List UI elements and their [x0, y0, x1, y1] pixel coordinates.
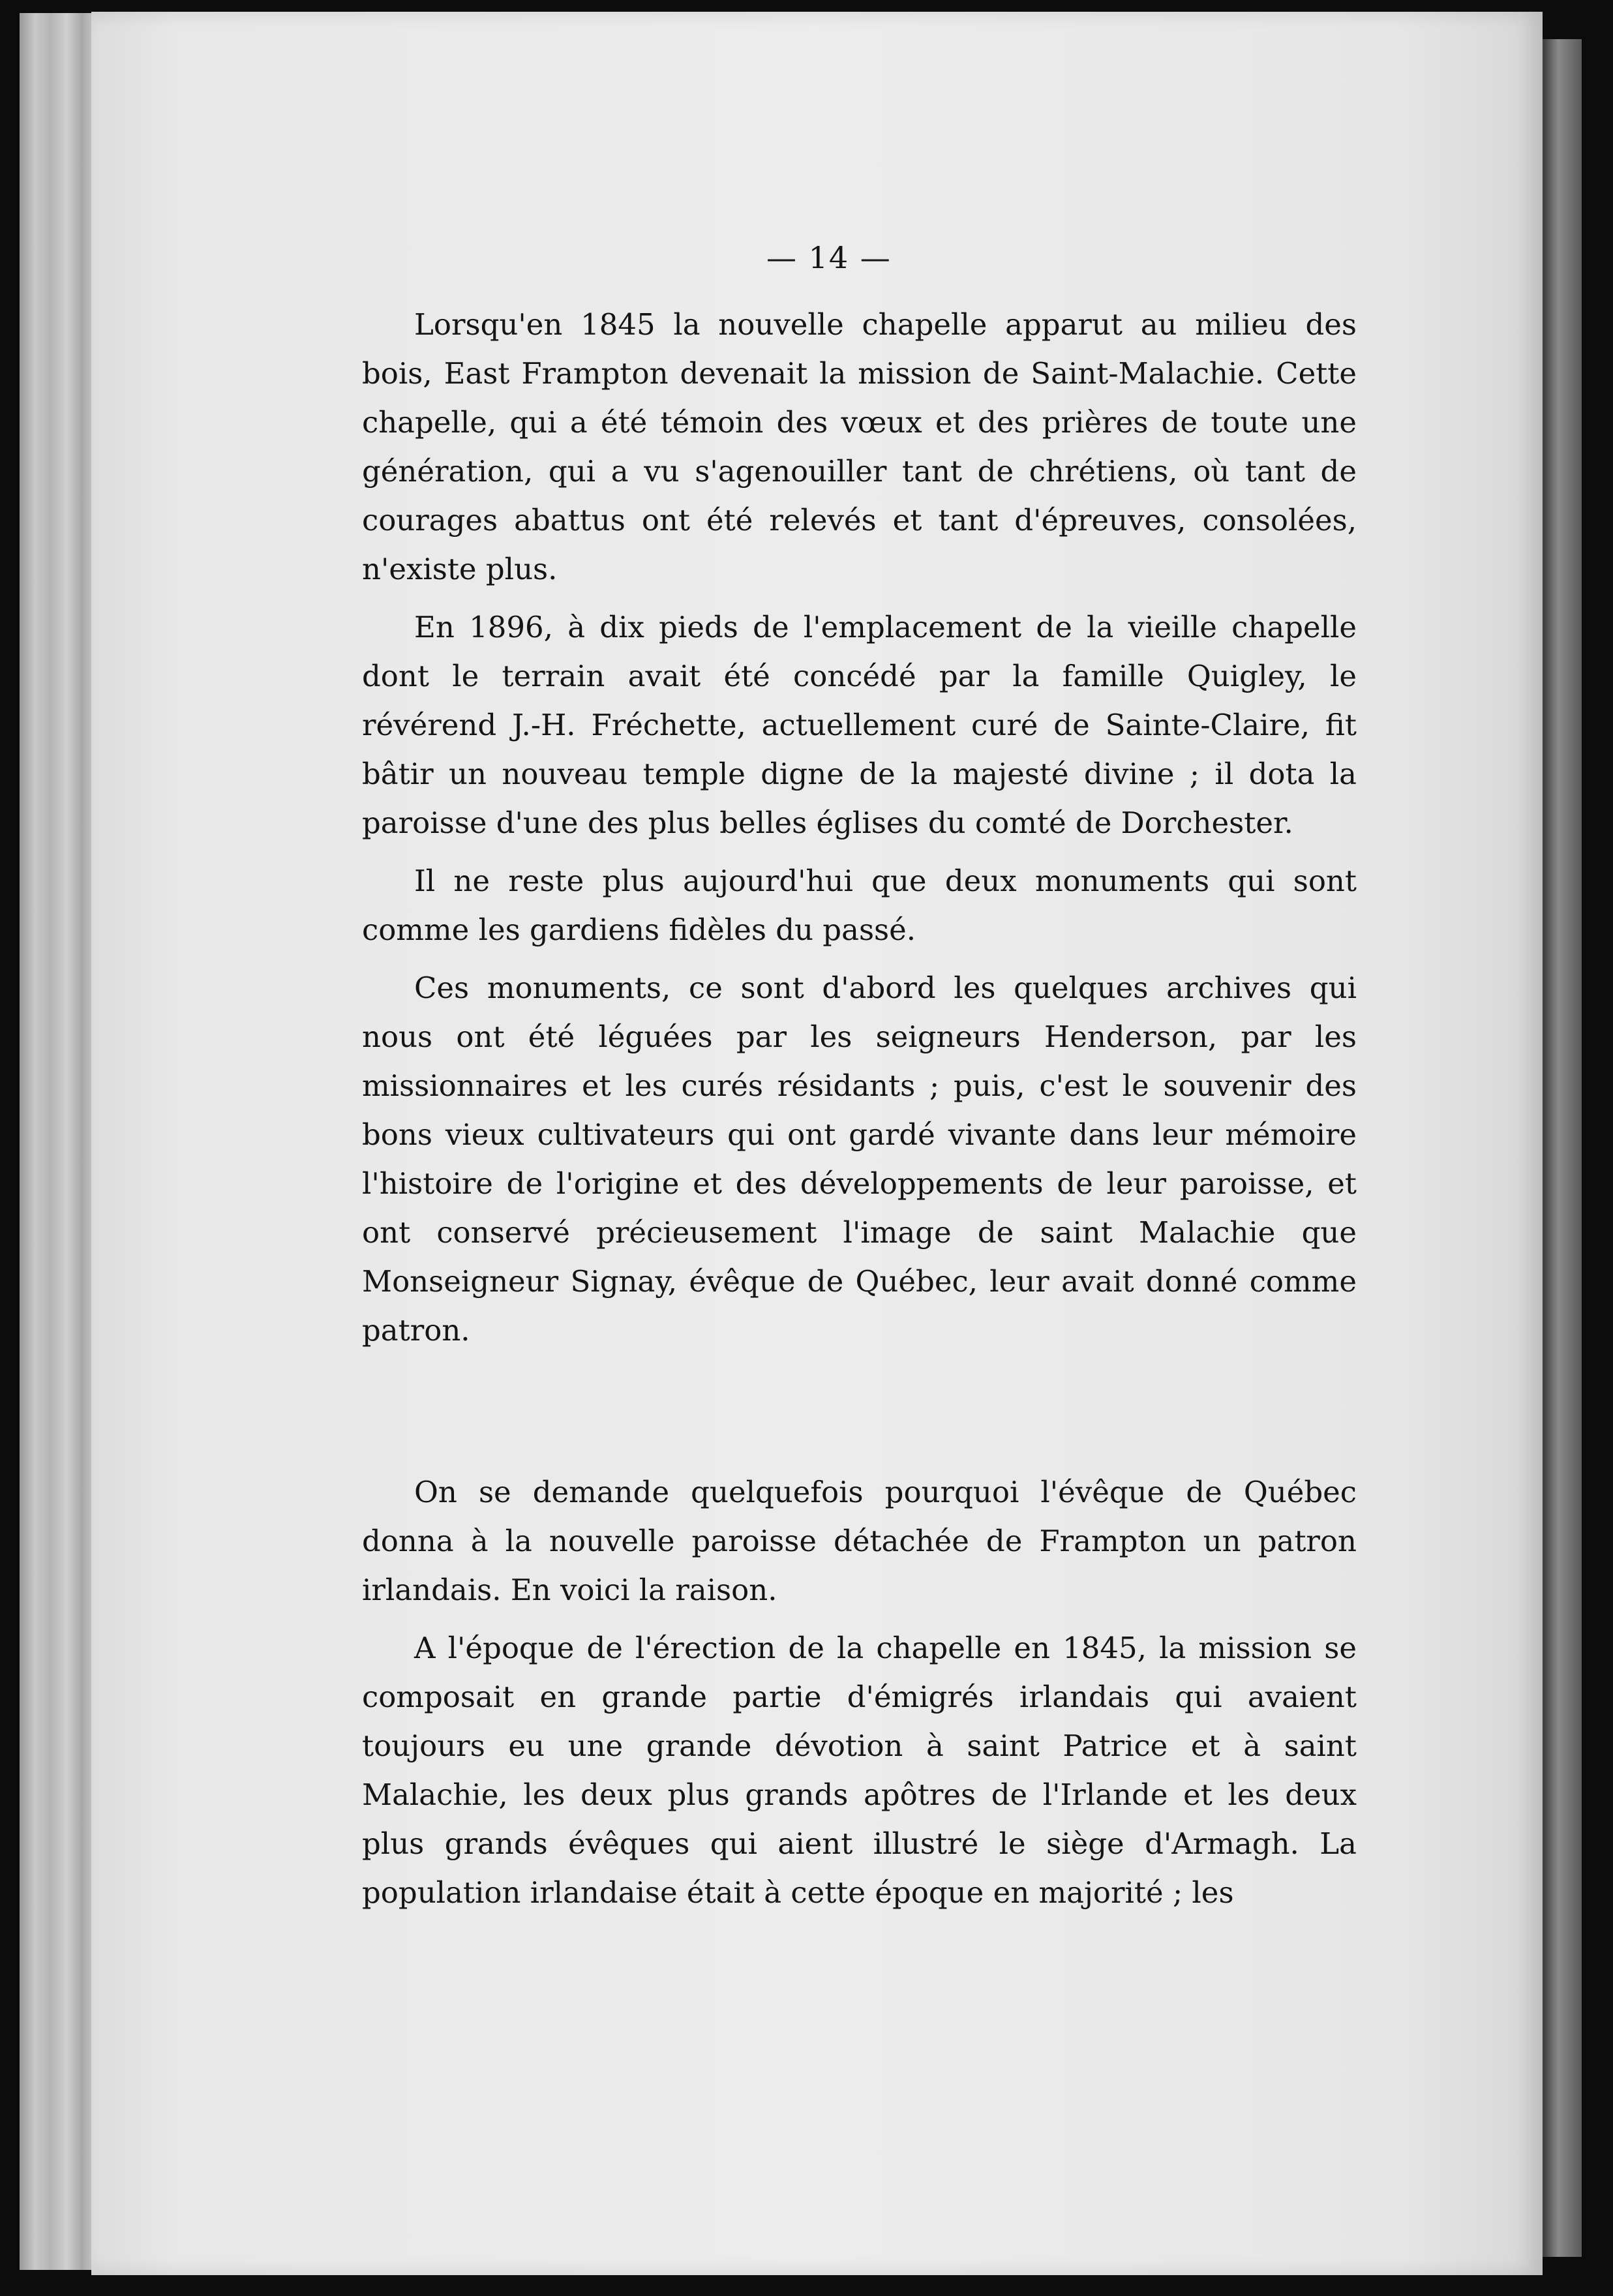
paragraph: On se demande quelquefois pourquoi l'évêque de Québec donna à la nouvelle paroisse détachée de Frampton un patron irlandais. En voici la raison.	[362, 1475, 1357, 1607]
page-right-edge	[1543, 39, 1582, 2257]
paragraph: Lorsqu'en 1845 la nouvelle chapelle apparut au milieu des bois, East Frampton devenait la mission de Saint-Malachie. Cette chapelle, qui a été témoin des vœux et des prières de toute une génération, qui a vu s'agenouiller tant de chrétiens, où tant de courages abattus ont été relevés et tant d'épreuves, consolées, n'existe plus.	[362, 307, 1357, 586]
paragraph: Il ne reste plus aujourd'hui que deux monuments qui sont comme les gardiens fidèles du passé.	[362, 864, 1357, 947]
page-number: — 14 —	[766, 240, 892, 275]
paragraph: En 1896, à dix pieds de l'emplacement de la vieille chapelle dont le terrain avait été concédé par la famille Quigley, le révérend J.-H. Fréchette, actuellement curé de Sainte-Claire, fit bâtir un nouveau temple digne de la majesté divine ; il dota la paroisse d'une des plus belles églises du comté de Dorchester.	[362, 610, 1357, 840]
text-block-top	[362, 300, 1357, 1364]
paragraph: Ces monuments, ce sont d'abord les quelques archives qui nous ont été léguées par les seigneurs Henderson, par les missionnaires et les curés résidants ; puis, c'est le souvenir des bons vieux cultivateurs qui ont gardé vivante dans leur mémoire l'histoire de l'origine et des développements de leur paroisse, et ont conservé précieusement l'image de saint Malachie que Monseigneur Signay, évêque de Québec, leur avait donné comme patron.	[362, 971, 1357, 1348]
paragraph: A l'époque de l'érection de la chapelle en 1845, la mission se composait en grande partie d'émigrés irlandais qui avaient toujours eu une grande dévotion à saint Patrice et à saint Malachie, les deux plus grands apôtres de l'Irlande et les deux plus grands évêques qui aient illustré le siège d'Armagh. La population irlandaise était à cette époque en majorité ; les	[362, 1631, 1357, 1910]
book-edge	[20, 13, 98, 2270]
text-block-bottom	[362, 1468, 1357, 1926]
